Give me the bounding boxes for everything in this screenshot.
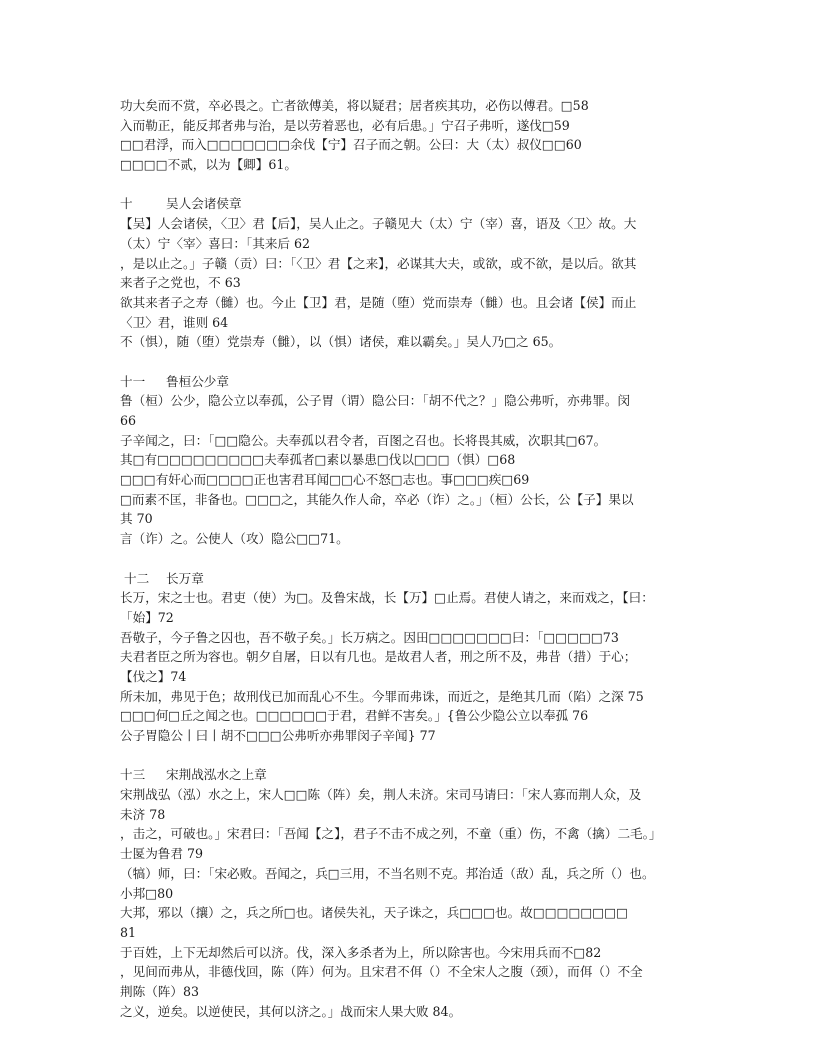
text-line: 大邦，邪以（攘）之，兵之所□也。诸侯失礼，天子诛之，兵□□□也。故□□□□□□□□ xyxy=(120,905,629,921)
text-line: 其□有□□□□□□□□□夫奉孤者□素以暴患□伐以□□□（惧）□68 xyxy=(120,452,516,468)
text-line: 所未加，弗见于色；故刑伐已加而乱心不生。今罪而弗诛，而近之，是绝其几而（陷）之深 75 xyxy=(120,688,644,704)
text-line: □□□□不贰，以为【卿】61。 xyxy=(120,157,297,173)
text-line: 小邦□80 xyxy=(120,885,174,901)
text-line: 子辛闻之，曰：「□□隐公。夫奉孤以君令者，百图之召也。长将畏其威，次职其□67。 xyxy=(120,432,607,448)
section-title: 吴人会诸侯章 xyxy=(166,196,242,212)
text-line: 81 xyxy=(120,924,137,940)
text-line: 之义，逆矣。以逆使民，其何以济之。」战而宋人果大败 84。 xyxy=(120,1003,462,1019)
text-line: 【吴】人会诸侯，〈卫〉君【后】，吴人止之。子赣见大（太）宁（宰）喜，语及〈卫〉故。大 xyxy=(120,216,637,232)
text-line: 〈卫〉君，谁则 64 xyxy=(120,314,229,330)
text-line: 来者子之党也，不 63 xyxy=(120,275,241,291)
section-number: 十一 xyxy=(120,373,146,389)
text-line: 不（惧），随（堕）党崇寿（雠），以（惧）诸侯，难以霸矣。」吴人乃□之 65。 xyxy=(120,334,562,350)
section-body xyxy=(120,785,700,1021)
text-line: ，见间而弗从，非德伐回，陈（阵）何为。且宋君不佴（）不全宋人之腹（颈），而佴（）不全 xyxy=(120,964,643,980)
text-line: 「始】72 xyxy=(120,609,174,625)
text-line: 66 xyxy=(120,413,137,428)
text-line: 欲其来者子之寿（雠）也。今止【卫】君，是随（堕）党而崇寿（雠）也。且会诸【侯】而止 xyxy=(120,294,637,310)
text-line: □□□何□丘之闻之也。□□□□□□于君，君鲜不害矣。」{鲁公少隐公立以奉孤 76 xyxy=(120,708,589,724)
text-line: 公子胃隐公丨曰丨胡不□□□公弗听亦弗罪闵子辛闻} 77 xyxy=(120,728,436,743)
text-line: 功大矣而不赏，卒必畏之。亡者欲傅美，将以疑君；居者疾其功，必伤以傅君。□58 xyxy=(120,98,589,113)
text-line: （犒）师，曰：「宋必败。吾闻之，兵□三用，不当名则不克。邦治适（敌）乱，兵之所（）也。 xyxy=(120,865,655,881)
text-line: 未济 78 xyxy=(120,806,166,822)
text-line: ，是以止之。」子赣（贡）曰：「〈卫〉君【之来】，必谋其大夫，或欲，或不欲，是以后。欲其 xyxy=(120,255,637,271)
text-line: 其 70 xyxy=(120,511,153,527)
text-line: 夫君者臣之所为容也。朝夕自屠，日以有几也。是故君人者，刑之所不及，弗昔（措）于心； xyxy=(120,649,637,665)
text-line: （太）宁〈宰〉喜曰：「其来后 62 xyxy=(120,235,311,251)
section-heading xyxy=(120,569,700,589)
section-title: 宋荆战泓水之上章 xyxy=(166,767,267,783)
section-body xyxy=(120,391,700,549)
text-line: 宋荆战弘（泓）水之上，宋人□□陈（阵）矣，荆人未济。宋司马请曰：「宋人寡而荆人众，及 xyxy=(120,787,642,803)
section-title: 鲁桓公少章 xyxy=(166,373,229,389)
document-page xyxy=(120,96,700,1021)
section-number: 十三 xyxy=(120,767,146,783)
text-line: ，击之，可破也。」宋君曰：「吾闻【之】，君子不击不成之列，不童（重）伤，不禽（擒）二毛。」 xyxy=(120,826,662,842)
text-line: 荆陈（阵）83 xyxy=(120,983,199,999)
section-heading xyxy=(120,765,700,785)
text-line: □□君浮，而入□□□□□□□余伐【宁】召子而之朝。公曰：大（太）叔仪□□60 xyxy=(120,137,582,153)
text-line: 于百姓，上下无却然后可以济。伐，深入多杀者为上，所以除害也。今宋用兵而不□82 xyxy=(120,944,602,960)
section-title: 长万章 xyxy=(166,570,204,586)
text-line: 言（诈）之。公使人（攻）隐公□□71。 xyxy=(120,531,349,547)
section-heading xyxy=(120,372,700,392)
text-line: 鲁（桓）公少，隐公立以奉孤，公子胃（谓）隐公曰：「胡不代之？」隐公弗听，亦弗罪。闵 xyxy=(120,393,631,409)
text-line: 士匽为鲁君 79 xyxy=(120,846,203,862)
section-body xyxy=(120,588,700,746)
text-line: 吾敬子，今子鲁之囚也，吾不敬子矣。」长万病之。因田□□□□□□□曰：「□□□□□73 xyxy=(120,629,619,645)
text-line: 入而勒正，能反邦者弗与治，是以劳着恶也，必有后患。」宁召子弗听，遂伐□59 xyxy=(120,117,570,133)
section-number: 十二 xyxy=(120,570,150,586)
section-body xyxy=(120,214,700,352)
text-line: 【伐之】74 xyxy=(120,668,187,684)
text-line: 长万，宋之士也。君吏（使）为□。及鲁宋战，长【万】□止焉。君使人请之，来而戏之，【曰： xyxy=(120,590,654,606)
text-line: □□□有奸心而□□□□正也害君耳闻□□心不怒□志也。事□□□疾□69 xyxy=(120,472,530,488)
section-heading xyxy=(120,194,700,214)
intro-paragraph xyxy=(120,96,700,175)
section-number: 十 xyxy=(120,196,133,212)
text-line: □而素不匡，非备也。□□□之，其能久作人命，卒必（诈）之。」（桓）公长，公【子】果以 xyxy=(120,491,634,507)
